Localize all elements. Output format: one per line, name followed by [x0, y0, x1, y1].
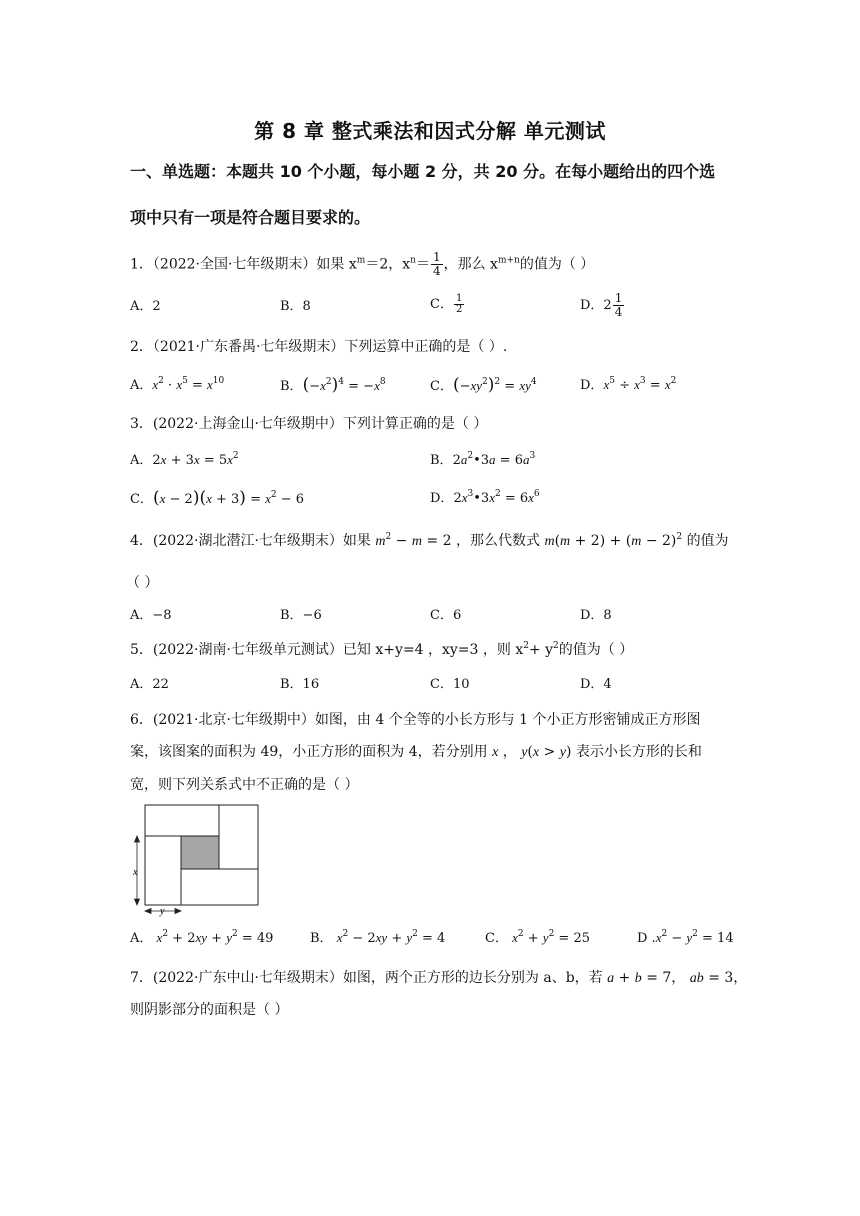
q5-option-b: B．16: [280, 677, 320, 692]
q1-option-a: A．2: [130, 299, 161, 314]
q6-option-c: C． $x^2 + y^2 = 25$: [485, 929, 590, 946]
q4-option-c: C．6: [430, 608, 462, 623]
q2-option-c: C．$(-xy^2)^2 = xy^4$: [430, 375, 537, 395]
section-heading-line2: 项中只有一项是符合题目要求的。: [130, 208, 371, 227]
question-6-line2: 案，该图案的面积为 49，小正方形的面积为 4，若分别用 x ， y(x > y) 表示小长方形的长和: [130, 744, 702, 760]
question-7-line1: 7．(2022·广东中山·七年级期末）如图，两个正方形的边长分别为 a、b，若 a + b = 7， ab = 3，: [130, 970, 748, 986]
figure-label-x: x: [133, 867, 138, 878]
q2-option-b: B．$(-x^2)^4 = -x^8$: [280, 375, 386, 395]
figure-label-y: y: [160, 906, 165, 917]
q1-option-d: D．2 $\frac{1}{4}$: [580, 291, 623, 319]
square-tiling-figure: [128, 800, 263, 918]
question-2: 2．（2021·广东番禺·七年级期末）下列运算中正确的是（ ）.: [130, 339, 508, 355]
fraction-one-quarter: $\frac{1}{4}$: [432, 250, 441, 278]
q6-option-d: D $.x^2 - y^2 = 14$: [637, 929, 734, 946]
q2-option-d: D．$x^5 \div x^3 = x^2$: [580, 376, 677, 393]
q4-option-d: D．8: [580, 608, 612, 623]
question-6-line1: 6．(2021·北京·七年级期中）如图，由 4 个全等的小长方形与 1 个小正方形密铺成正方形图: [130, 712, 701, 728]
question-3: 3．(2022·上海金山·七年级期中）下列计算正确的是（ ）: [130, 416, 488, 432]
q4-option-a: A．−8: [130, 608, 172, 623]
q5-option-d: D．4: [580, 677, 612, 692]
q5-option-c: C．10: [430, 677, 470, 692]
q3-option-a: A．$2x + 3x = 5x^2$: [130, 451, 239, 468]
q3-option-c: C．$(x - 2)(x + 3) = x^2 - 6$: [130, 488, 305, 508]
question-1: 1．（2022·全国·七年级期末）如果 $x^m=2$，$x^n=$ $\frac{1}{4}$ ，那么 $x^{m+n}$的值为（ ）: [130, 250, 595, 278]
q1-option-c: C． $\frac{1}{2}$: [430, 293, 463, 315]
q6-option-b: B． $x^2 - 2xy + y^2 = 4$: [310, 929, 446, 946]
q2-option-a: A．$x^2 \cdot x^5 = x^{10}$: [130, 376, 225, 393]
question-5: 5．(2022·湖南·七年级单元测试）已知 x+y=4 ，xy=3 ，则 $x^2+ y^2$的值为（ ）: [130, 641, 634, 658]
q4-option-b: B．−6: [280, 608, 322, 623]
shaded-small-square: [181, 836, 219, 869]
q1-option-b: B．8: [280, 299, 311, 314]
question-4: 4．(2022·湖北潜江·七年级期末）如果 $m^2 - m = 2$ ，那么代数式 $m(m + 2) + (m - 2)^2$ 的值为: [130, 532, 729, 549]
q5-option-a: A．22: [130, 677, 169, 692]
q6-option-a: A． $x^2 + 2xy + y^2 = 49$: [130, 929, 274, 946]
q3-option-b: B．$2a^2•3a = 6a^3$: [430, 451, 536, 468]
question-7-line2: 则阴影部分的面积是（ ）: [130, 1002, 289, 1018]
section-heading-line1: 一、单选题：本题共 10 个小题，每小题 2 分，共 20 分。在每小题给出的四个选: [130, 162, 716, 181]
q3-option-d: D．$2x^3•3x^2 = 6x^6$: [430, 489, 540, 506]
question-4-blank: （ ）: [126, 575, 159, 591]
page-title: 第 8 章 整式乘法和因式分解 单元测试: [254, 119, 606, 143]
question-6-line3: 宽，则下列关系式中不正确的是（ ）: [130, 777, 359, 793]
